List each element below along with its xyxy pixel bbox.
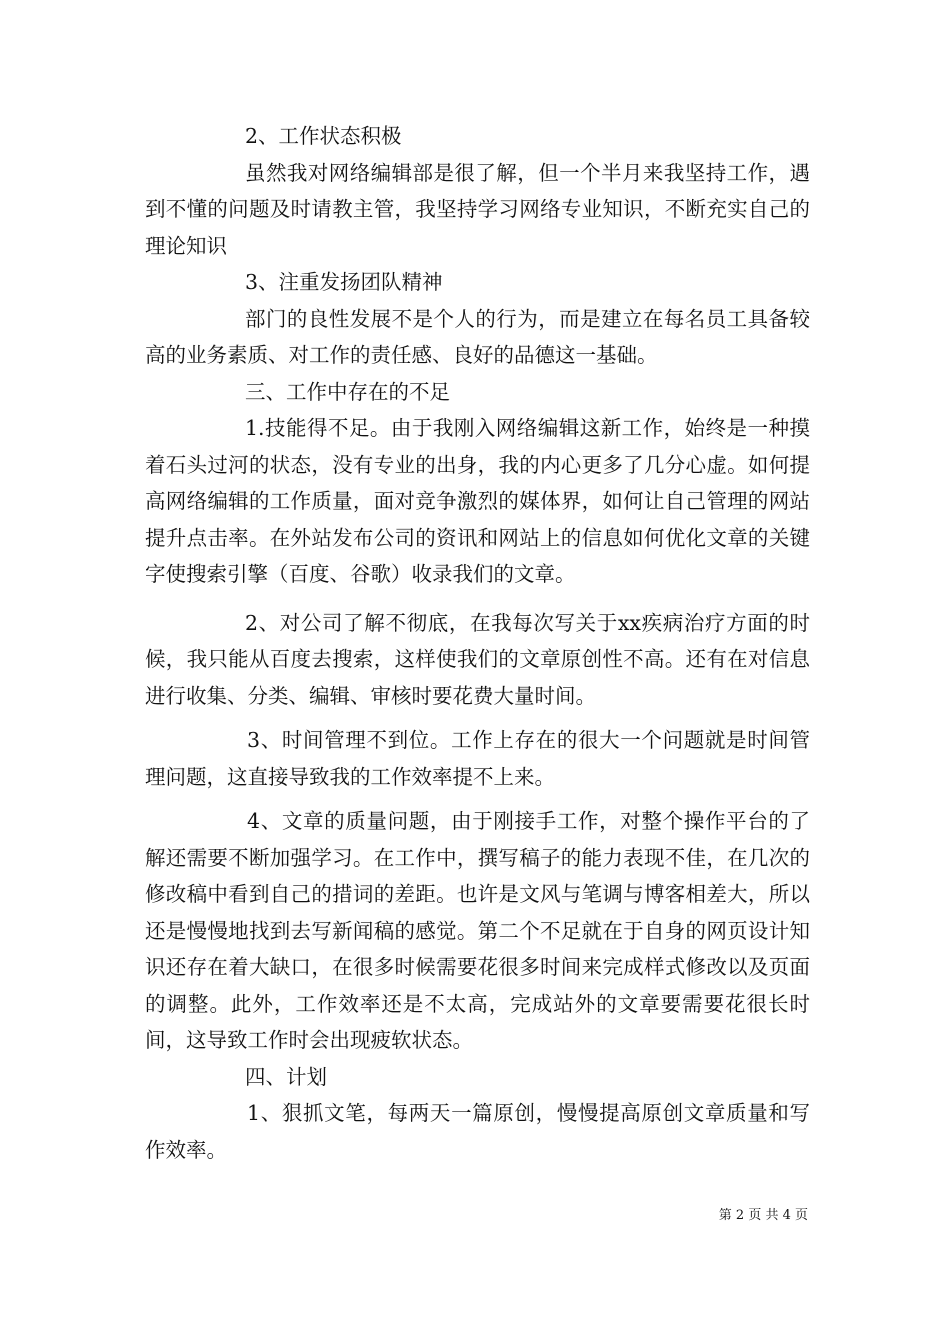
paragraph-shortcoming-skills: 1.技能得不足。由于我刚入网络编辑这新工作，始终是一种摸着石头过河的状态，没有专业的出身，我的内心更多了几分心虚。如何提高网络编辑的工作质量，面对竞争激烈的媒体界，如何让自己管理的网站提升点击率。在外站发布公司的资讯和网站上的信息如何优化文章的关键字使搜索引擎（百度、谷歌）收录我们的文章。 [145, 416, 810, 586]
paragraph-work-attitude: 虽然我对网络编辑部是很了解，但一个半月来我坚持工作，遇到不懂的问题及时请教主管，我坚持学习网络专业知识，不断充实自己的理论知识 [145, 160, 810, 258]
subsection-heading-work-attitude: 2、工作状态积极 [245, 124, 402, 148]
subsection-heading-team-spirit: 3、注重发扬团队精神 [245, 270, 443, 294]
section-heading-shortcomings: 三、工作中存在的不足 [245, 379, 450, 404]
paragraph-team-spirit: 部门的良性发展不是个人的行为，而是建立在每名员工具备较高的业务素质、对工作的责任感、良好的品德这一基础。 [145, 306, 810, 367]
paragraph-plan-writing: 1、狠抓文笔，每两天一篇原创，慢慢提高原创文章质量和写作效率。 [145, 1101, 810, 1162]
paragraph-shortcoming-company-knowledge: 2、对公司了解不彻底，在我每次写关于xx疾病治疗方面的时候，我只能从百度去搜索，这样使我们的文章原创性不高。还有在对信息进行收集、分类、编辑、审核时要花费大量时间。 [145, 610, 810, 708]
paragraph-shortcoming-time-management: 3、时间管理不到位。工作上存在的很大一个问题就是时间管理问题，这直接导致我的工作效率提不上来。 [145, 728, 810, 789]
section-heading-plan: 四、计划 [245, 1064, 327, 1089]
document-body [145, 118, 810, 1168]
page-number-footer: 第 2 页 共 4 页 [718, 1208, 808, 1223]
paragraph-shortcoming-article-quality: 4、文章的质量问题，由于刚接手工作，对整个操作平台的了解还需要不断加强学习。在工作中，撰写稿子的能力表现不佳，在几次的修改稿中看到自己的措词的差距。也许是文风与笔调与博客相差大，所以还是慢慢地找到去写新闻稿的感觉。第二个不足就在于自身的网页设计知识还存在着大缺口，在很多时候需要花很多时间来完成样式修改以及页面的调整。此外，工作效率还是不太高，完成站外的文章要需要花很长时间，这导致工作时会出现疲软状态。 [145, 809, 810, 1052]
